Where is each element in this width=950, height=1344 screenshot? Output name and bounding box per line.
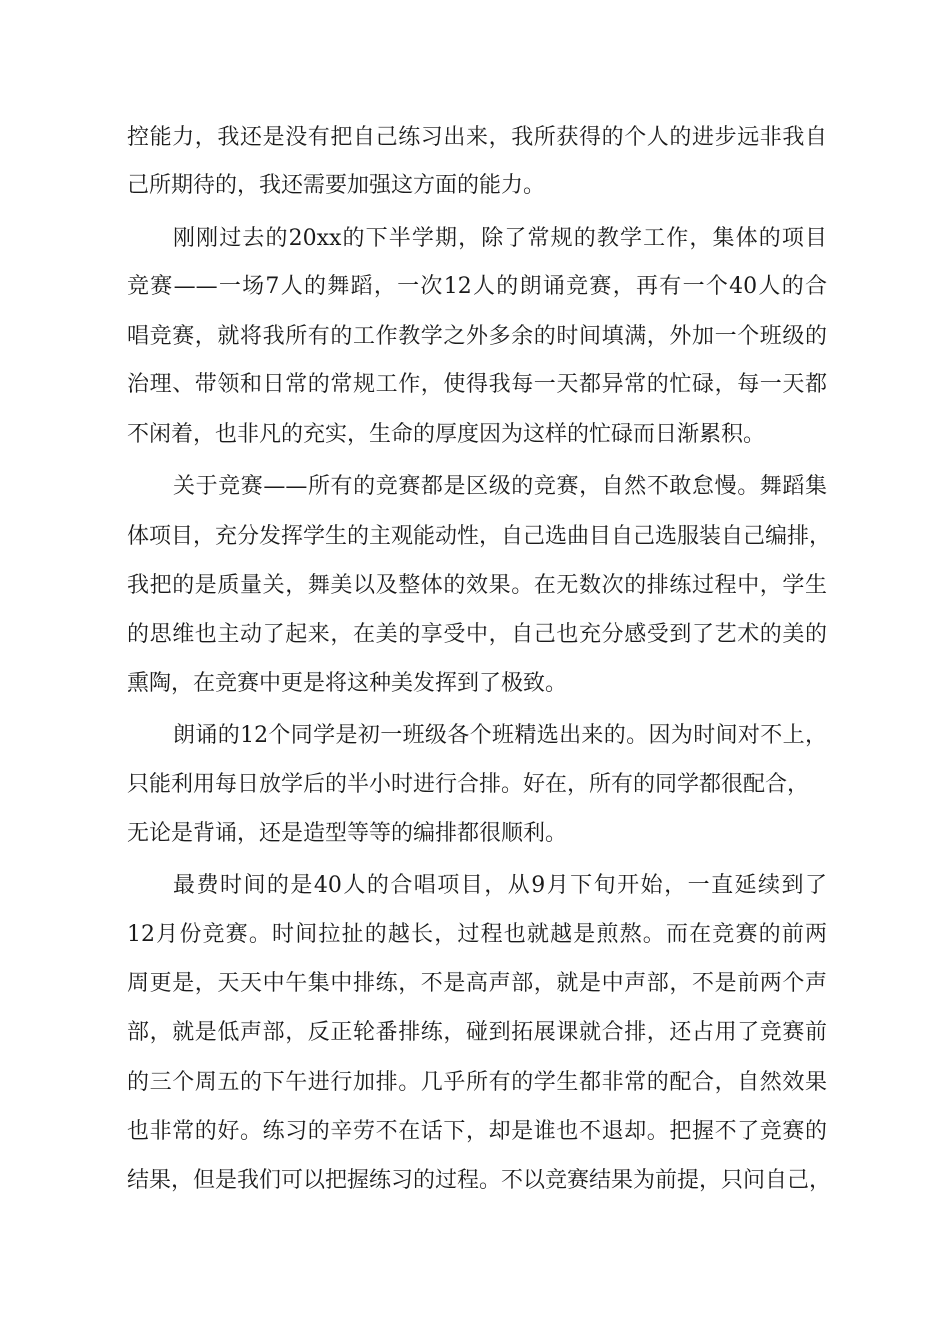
text-line: 刚刚过去的20xx的下半学期，除了常规的教学工作，集体的项目 bbox=[173, 226, 827, 251]
text-line: 治理、带领和日常的常规工作，使得我每一天都异常的忙碌，每一天都 bbox=[127, 372, 827, 397]
text-line: 己所期待的，我还需要加强这方面的能力。 bbox=[127, 173, 546, 198]
text-line: 朗诵的12个同学是初一班级各个班精选出来的。因为时间对不上， bbox=[173, 723, 827, 748]
text-line: 只能利用每日放学后的半小时进行合排。好在，所有的同学都很配合， bbox=[127, 772, 810, 797]
text-line: 关于竞赛——所有的竞赛都是区级的竞赛，自然不敢怠慢。舞蹈集 bbox=[173, 474, 827, 499]
text-line: 无论是背诵，还是造型等等的编排都很顺利。 bbox=[127, 821, 568, 846]
text-line: 也非常的好。练习的辛劳不在话下，却是谁也不退却。把握不了竞赛的 bbox=[127, 1119, 827, 1144]
text-line: 唱竞赛，就将我所有的工作教学之外多余的时间填满，外加一个班级的 bbox=[127, 324, 827, 349]
text-line: 部，就是低声部，反正轮番排练，碰到拓展课就合排，还占用了竞赛前 bbox=[127, 1020, 827, 1045]
text-line: 熏陶，在竞赛中更是将这种美发挥到了极致。 bbox=[127, 671, 568, 696]
text-line: 的三个周五的下午进行加排。几乎所有的学生都非常的配合，自然效果 bbox=[127, 1070, 827, 1095]
text-line: 控能力，我还是没有把自己练习出来，我所获得的个人的进步远非我自 bbox=[127, 125, 827, 150]
text-line: 体项目，充分发挥学生的主观能动性，自己选曲目自己选服装自己编排， bbox=[127, 524, 832, 549]
text-line: 周更是，天天中午集中排练，不是高声部，就是中声部，不是前两个声 bbox=[127, 971, 827, 996]
text-line: 结果，但是我们可以把握练习的过程。不以竞赛结果为前提，只问自己， bbox=[127, 1168, 832, 1193]
text-line: 不闲着，也非凡的充实，生命的厚度因为这样的忙碌而日渐累积。 bbox=[127, 422, 766, 447]
text-line: 我把的是质量关，舞美以及整体的效果。在无数次的排练过程中，学生 bbox=[127, 573, 827, 598]
text-line: 竞赛——一场7人的舞蹈，一次12人的朗诵竞赛，再有一个40人的合 bbox=[127, 274, 827, 299]
text-line: 12月份竞赛。时间拉扯的越长，过程也就越是煎熬。而在竞赛的前两 bbox=[127, 922, 827, 947]
text-line: 的思维也主动了起来，在美的享受中，自己也充分感受到了艺术的美的 bbox=[127, 622, 827, 647]
text-line: 最费时间的是40人的合唱项目，从9月下旬开始，一直延续到了 bbox=[173, 873, 827, 898]
